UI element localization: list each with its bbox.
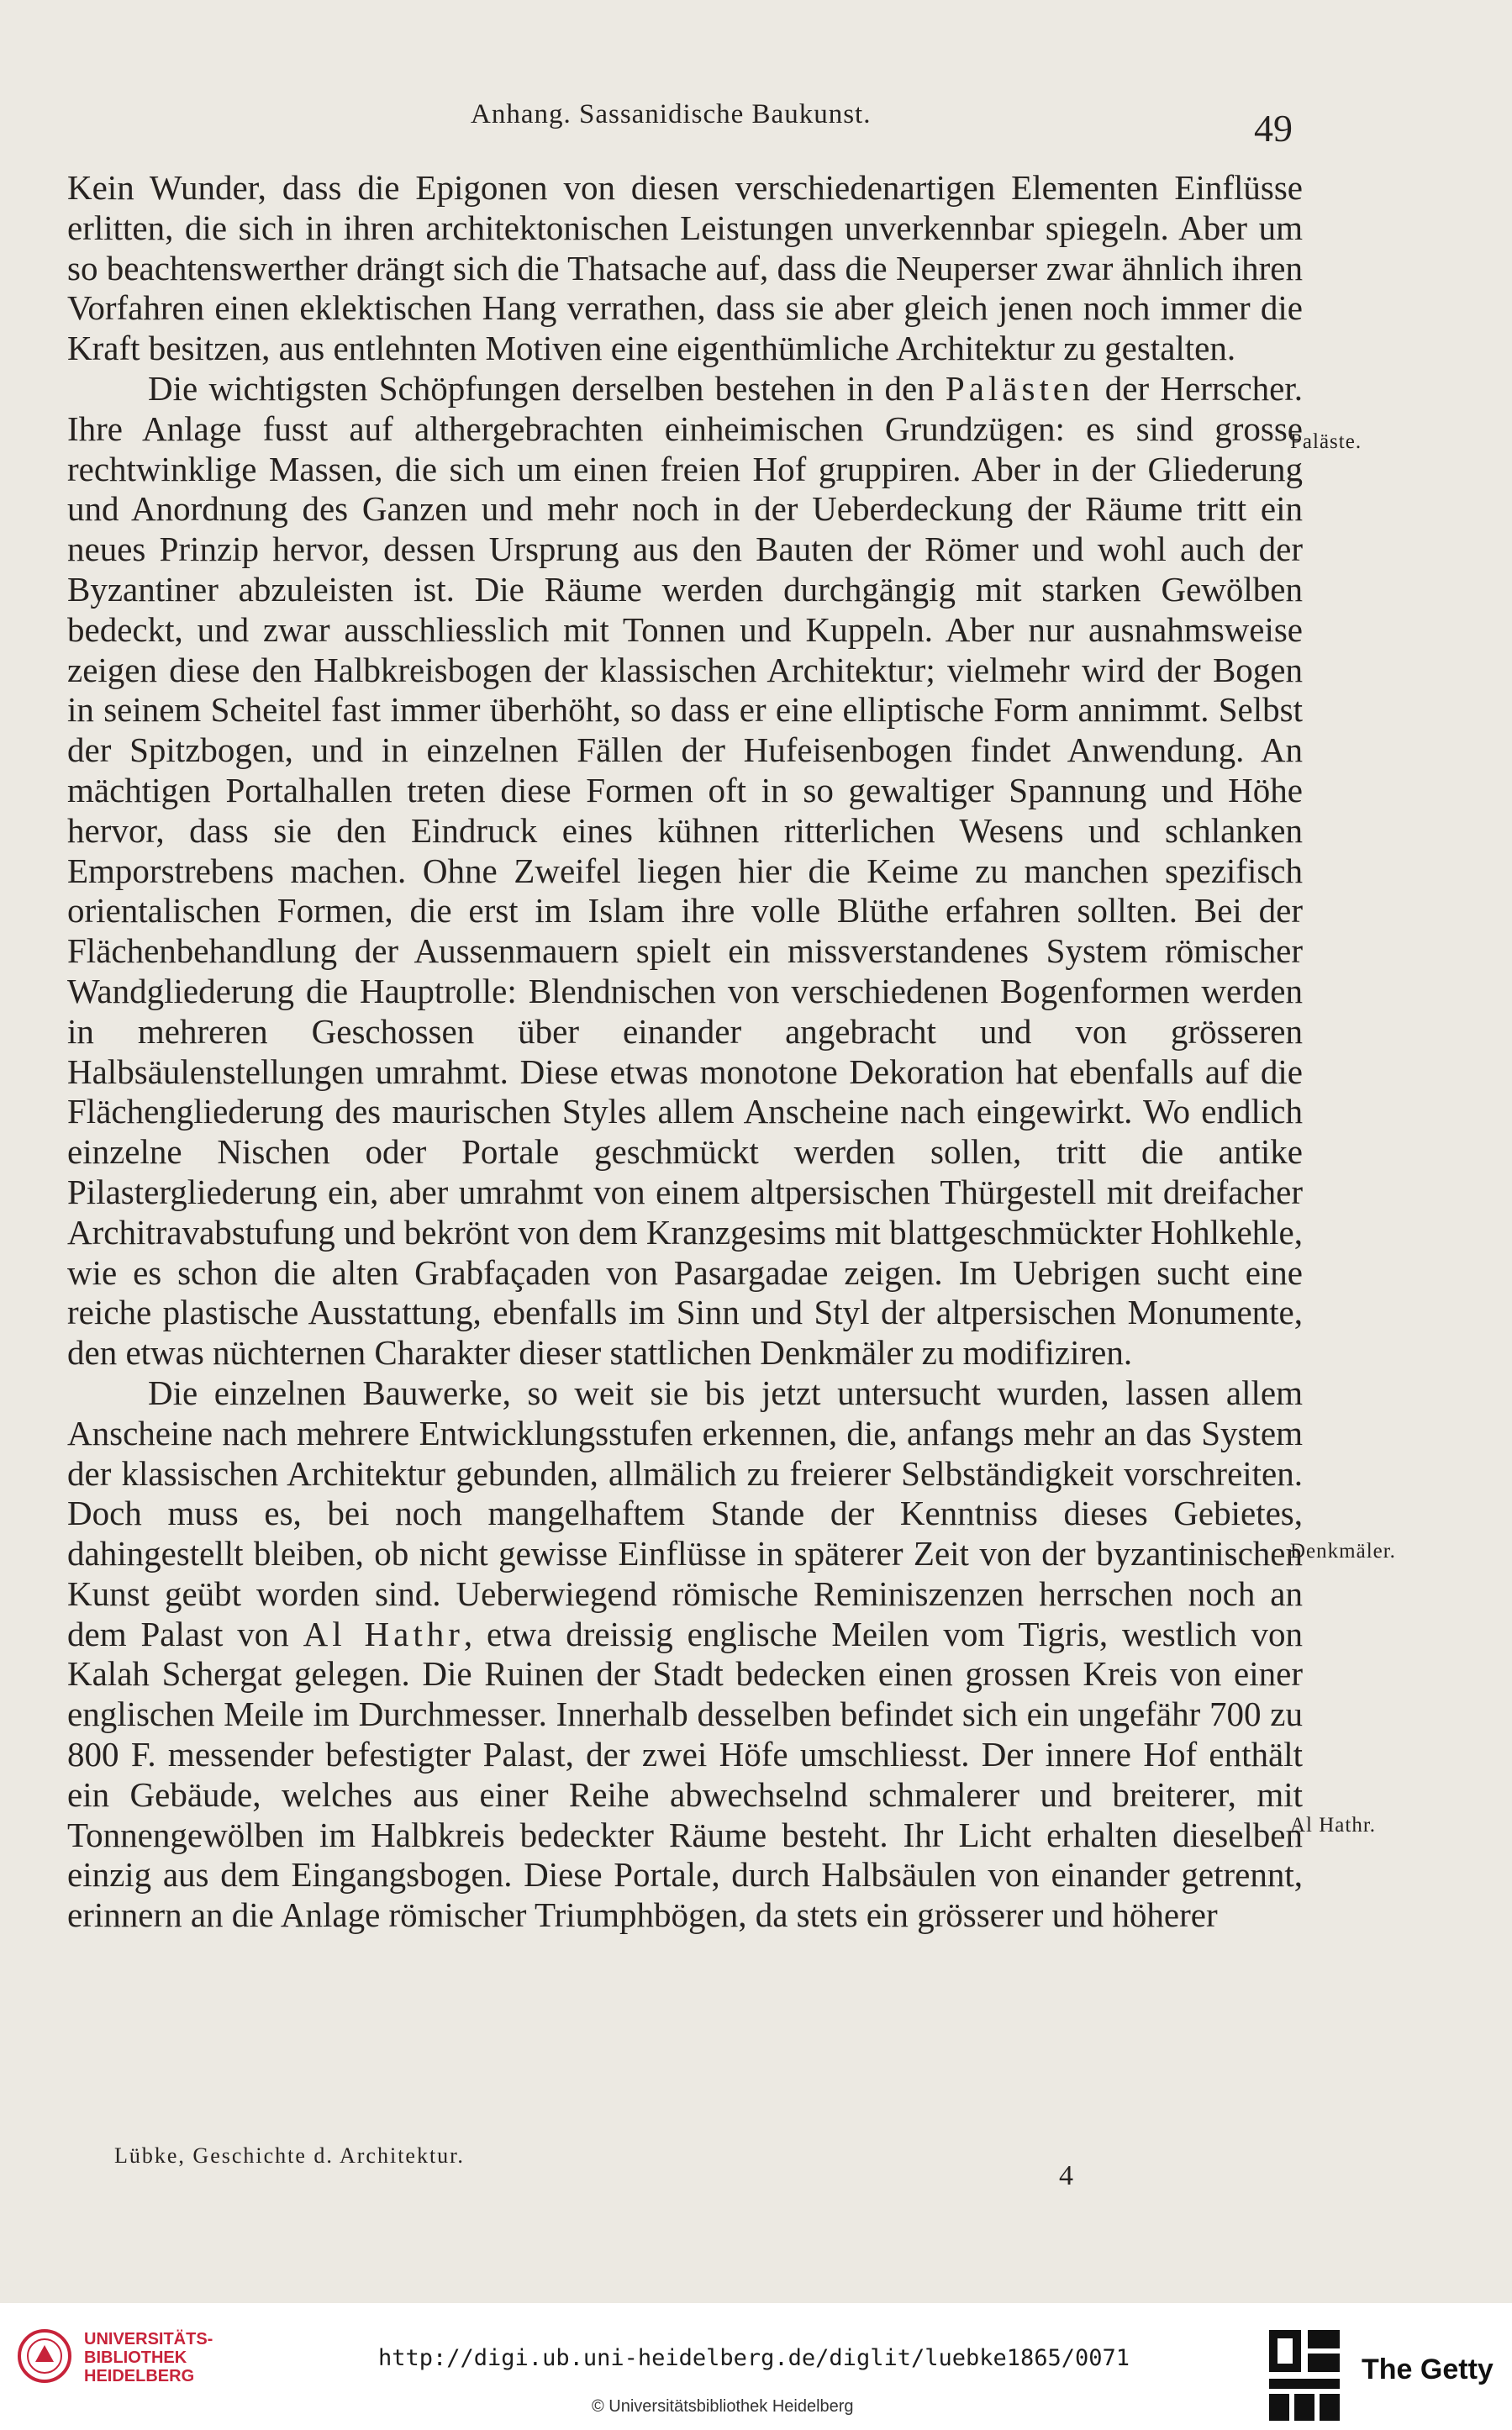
paragraph-1-text: Kein Wunder, dass die Epigonen von diesen verschiedenartigen Elementen Einflüsse erlitten, die sich in ihren architektonischen Leistungen unverkennbar spiegeln. Aber um so beachtenswerther drängt sich die Thatsache auf, dass die Neuperser zwar ähnlich ihren Vorfahren einen eklektischen Hang verrathen, dass sie aber gleich jenen noch immer die Kraft besitzen, aus entlehnten Motiven eine eigenthümliche Architektur zu gestalten. bbox=[67, 168, 1303, 368]
university-name bbox=[84, 2330, 213, 2385]
paragraph-2-text-a: Die wichtigsten Schöpfungen derselben bestehen in den bbox=[148, 368, 946, 408]
margin-note-palaeste: Paläste. bbox=[1290, 430, 1362, 453]
spaced-term-palaeste: Palästen bbox=[945, 368, 1094, 408]
getty-logo-icon bbox=[1269, 2330, 1340, 2421]
sheet-number: 4 bbox=[1059, 2160, 1073, 2191]
spaced-term-al-hathr: Al Hathr bbox=[303, 1614, 464, 1653]
margin-note-denkmaeler: Denkmäler. bbox=[1290, 1540, 1396, 1563]
paragraph-1 bbox=[67, 168, 1303, 369]
university-seal-icon bbox=[17, 2328, 72, 2384]
paragraph-2-text-b: der Herrscher. Ihre Anlage fusst auf althergebrachten einheimischen Grundzügen: es sind grosse rechtwinklige Massen, die sich um einen freien Hof gruppiren. Aber in der Gliederung und Anordnung des Ganzen und mehr noch in der Ueberdeckung der Räume tritt ein neues Prinzip hervor, dessen Ursprung aus den Bauten der Römer und wohl auch der Byzantiner abzuleisten ist. Die Räume werden durchgängig mit starken Gewölben bedeckt, und zwar ausschliesslich mit Tonnen und Kuppeln. Aber nur ausnahmsweise zeigen diese den Halbkreisbogen der klassischen Architektur; vielmehr wird der Bogen in seinem Scheitel fast immer überhöht, so dass er eine elliptische Form annimmt. Selbst der Spitzbogen, und in einzelnen Fällen der Hufeisenbogen findet Anwendung. An mächtigen Portalhallen treten diese Formen oft in so gewaltiger Spannung und Höhe hervor, dass sie den Eindruck eines kühnen ritterlichen Wesens und schlanken Emporstrebens machen. Ohne Zweifel liegen hier die Keime zu manchen spezifisch orientalischen Formen, die erst im Islam ihre volle Blüthe erfahren sollten. Bei der Flächenbehandlung der Aussenmauern spielt ein missverstandenes System römischer Wandgliederung die Hauptrolle: Blendnischen von verschiedenen Bogenformen werden in mehreren Geschossen über einander angebracht und von grösseren Halbsäulenstellungen umrahmt. Diese etwas monotone Dekoration hat ebenfalls auf die Flächengliederung des maurischen Styles allem Anscheine nach eingewirkt. Wo endlich einzelne Nischen oder Portale geschmückt werden sollen, tritt die antike Pilastergliederung ein, aber umrahmt von einem altpersischen Thürgestell mit dreifacher Architravabstufung und bekrönt von dem Kranzgesims mit blattgeschmückter Hohlkehle, wie es schon die alten Grabfaçaden von Pasargadae zeigen. Im Uebrigen sucht eine reiche plastische Ausstattung, ebenfalls im Sinn und Styl der altpersischen Monumente, den etwas nüchternen Charakter dieser stattlichen Denkmäler zu modifiziren. bbox=[67, 368, 1303, 1373]
paragraph-3-text-a: Die einzelnen Bauwerke, so weit sie bis jetzt untersucht wurden, lassen allem Anscheine nach mehrere Entwicklungsstufen erkennen, die, anfangs mehr an das System der klassischen Architektur gebunden, allmälich zu freierer Selbständigkeit vorschreiten. Doch muss es, bei noch mangelhaftem Stande der Kenntniss dieses Gebietes, dahingestellt bleiben, ob nicht gewisse Einflüsse in späterer Zeit von der byzantinischen Kunst geübt worden sind. Ueberwiegend römische Reminiszenzen herrschen noch an dem Palast von bbox=[67, 1373, 1303, 1653]
university-name-line-2: BIBLIOTHEK bbox=[84, 2348, 187, 2367]
paragraph-3-text-b: , etwa dreissig englische Meilen vom Tigris, westlich von Kalah Schergat gelegen. Die Ruinen der Stadt bedecken einen grossen Kreis von einer englischen Meile im Durchmesser. Innerhalb desselben befindet sich ein ungefähr 700 zu 800 F. messender befestigter Palast, der zwei Höfe umschliesst. Der innere Hof enthält ein Gebäude, welches aus einer Reihe abwechselnd schmalerer und breiterer, mit Tonnengewölben im Halbkreis bedeckter Räume besteht. Ihr Licht erhalten dieselben einzig aus dem Eingangsbogen. Diese Portale, durch Halbsäulen von einander getrennt, erinnern an die Anlage römischer Triumphbögen, da stets ein grösserer und höherer bbox=[67, 1614, 1304, 1935]
paragraph-2 bbox=[67, 369, 1303, 1373]
page-number: 49 bbox=[1254, 107, 1293, 150]
library-footer-band bbox=[0, 2303, 1512, 2430]
body-text bbox=[67, 168, 1303, 1936]
copyright-notice: © Universitätsbibliothek Heidelberg bbox=[592, 2397, 854, 2416]
paragraph-3 bbox=[67, 1373, 1303, 1936]
university-name-line-1: UNIVERSITÄTS- bbox=[84, 2330, 213, 2348]
permalink-url[interactable]: http://digi.ub.uni-heidelberg.de/diglit/luebke1865/0071 bbox=[378, 2345, 1130, 2371]
getty-name: The Getty bbox=[1362, 2354, 1494, 2385]
printer-signature: Lübke, Geschichte d. Architektur. bbox=[114, 2143, 465, 2168]
running-header: Anhang. Sassanidische Baukunst. bbox=[471, 99, 872, 129]
margin-note-al-hathr: Al Hathr. bbox=[1290, 1814, 1377, 1837]
university-name-line-3: HEIDELBERG bbox=[84, 2367, 195, 2385]
